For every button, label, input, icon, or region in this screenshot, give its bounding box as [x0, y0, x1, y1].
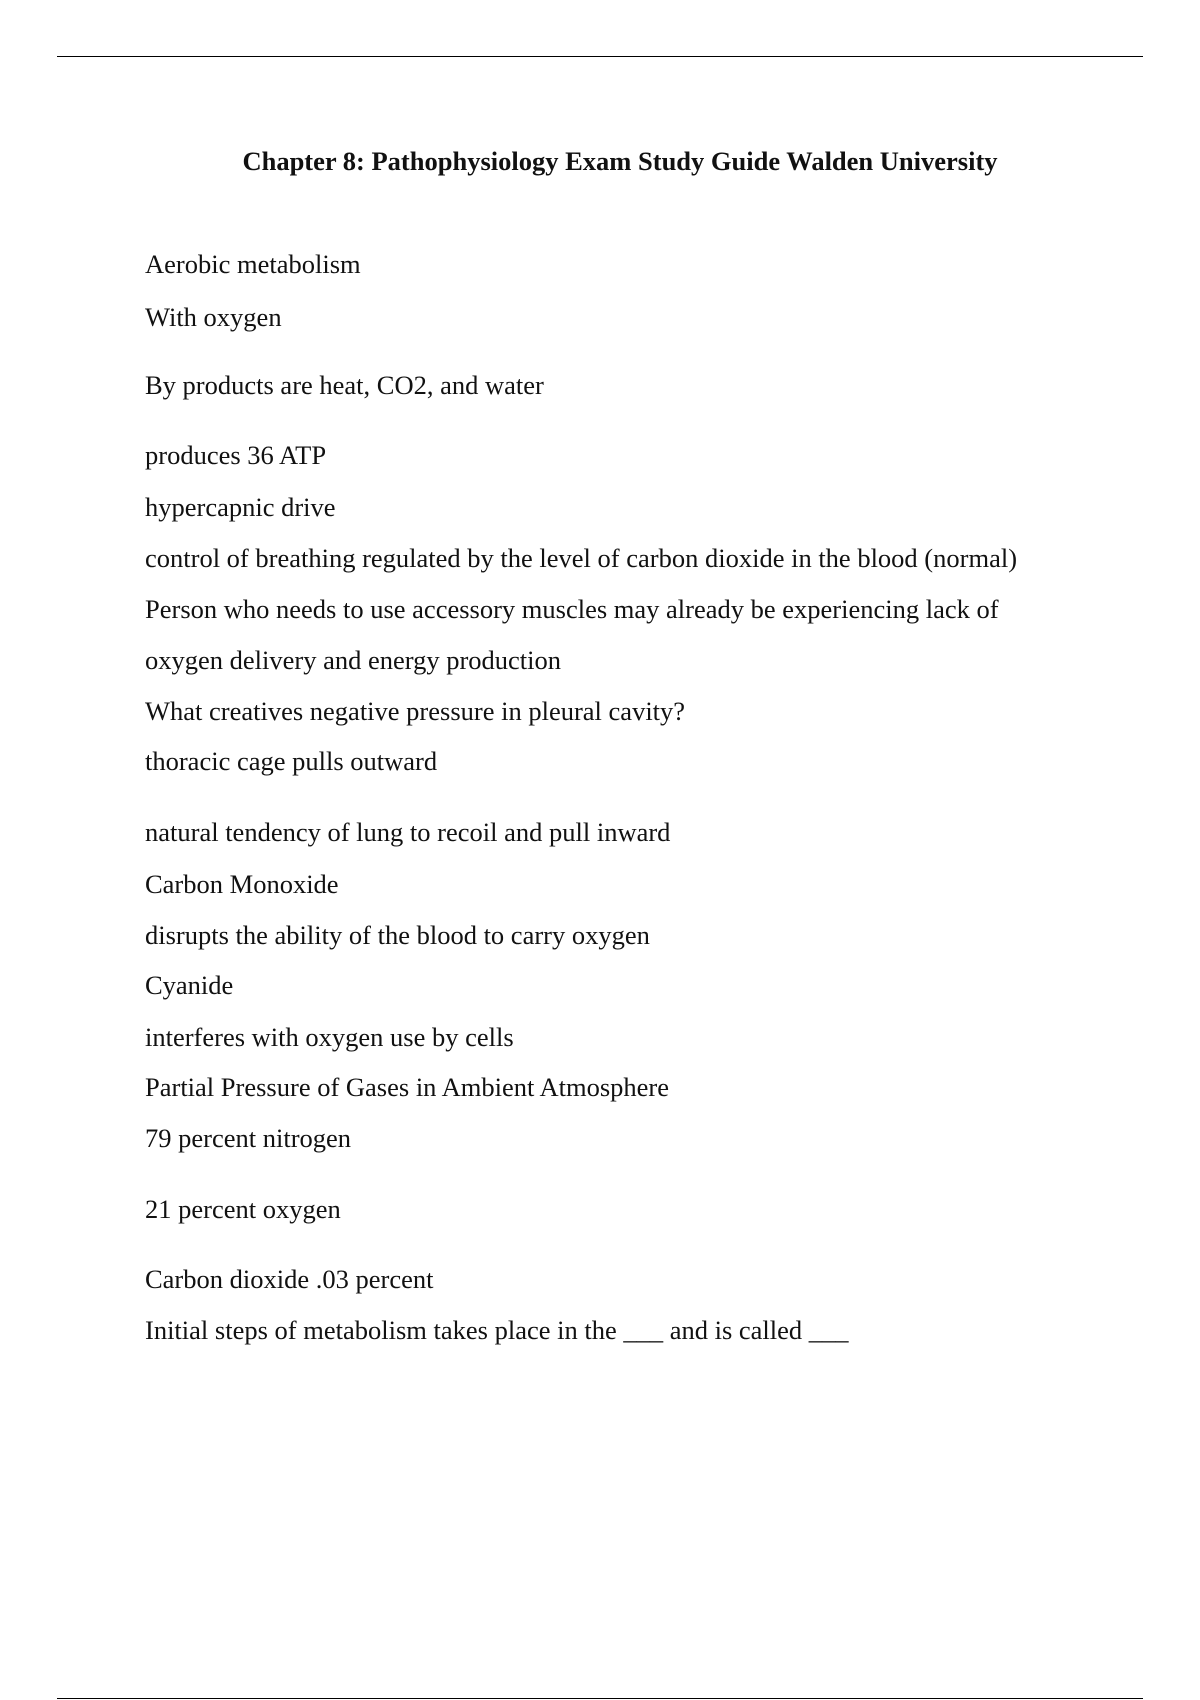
text-line: produces 36 ATP — [145, 440, 327, 470]
text-line: control of breathing regulated by the level of carbon dioxide in the blood (normal) — [145, 543, 1018, 573]
text-line: 21 percent oxygen — [145, 1194, 341, 1224]
text-line: interferes with oxygen use by cells — [145, 1022, 514, 1052]
text-line: natural tendency of lung to recoil and pull inward — [145, 817, 671, 847]
text-line: What creatives negative pressure in pleural cavity? — [145, 696, 686, 726]
top-divider — [57, 56, 1143, 57]
text-line: Carbon Monoxide — [145, 869, 339, 899]
text-line: 79 percent nitrogen — [145, 1123, 352, 1153]
text-line: Person who needs to use accessory muscles may already be experiencing lack of — [145, 594, 999, 624]
text-line: disrupts the ability of the blood to carry oxygen — [145, 920, 650, 950]
text-line: Cyanide — [145, 970, 234, 1000]
text-line: Carbon dioxide .03 percent — [145, 1264, 434, 1294]
text-line: Partial Pressure of Gases in Ambient Atmosphere — [145, 1072, 670, 1102]
page-title: Chapter 8: Pathophysiology Exam Study Guide Walden University — [242, 146, 998, 176]
text-line: By products are heat, CO2, and water — [145, 370, 544, 400]
text-line: With oxygen — [145, 302, 282, 332]
text-line: thoracic cage pulls outward — [145, 746, 438, 776]
text-line: Aerobic metabolism — [145, 249, 361, 279]
bottom-divider — [57, 1698, 1143, 1699]
text-line: Initial steps of metabolism takes place in the ___ and is called ___ — [145, 1315, 849, 1345]
text-line: hypercapnic drive — [145, 492, 336, 522]
text-line: oxygen delivery and energy production — [145, 645, 562, 675]
